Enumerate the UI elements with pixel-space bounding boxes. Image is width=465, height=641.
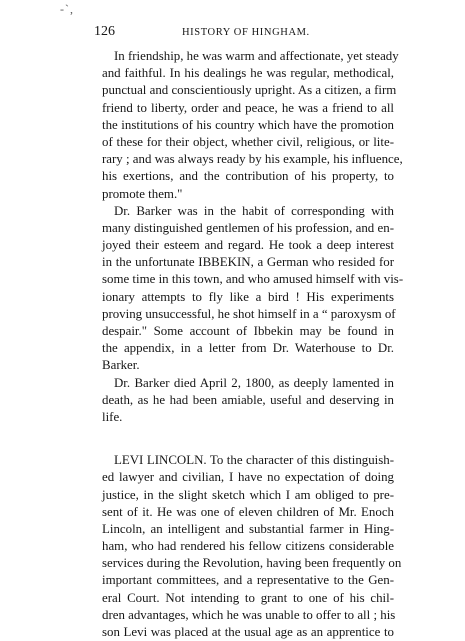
text-line: life.	[102, 409, 123, 424]
text-line: In friendship, he was warm and affectionate, yet steady	[114, 49, 399, 63]
text-line: Dr. Barker died April 2, 1800, as deeply lamented in	[114, 375, 394, 390]
text-line: justice, in the slight sketch which I am obliged to pre-	[102, 487, 394, 502]
body-text	[102, 48, 404, 641]
text-line: the appendix, in a letter from Dr. Waterhouse to Dr.	[102, 341, 394, 356]
text-line: ed lawyer and civilian, I have no expectation of doing	[102, 470, 394, 485]
paragraph-death	[102, 375, 394, 427]
running-head	[94, 24, 380, 42]
text-line: in the unfortunate IBBEKIN, a German who resided for	[102, 255, 394, 270]
text-line: ionary attempts to fly like a bird ! His experiments	[102, 289, 394, 304]
paragraph-ibbekin	[102, 203, 404, 375]
text-line: son Levi was placed at the usual age as an apprentice to	[102, 625, 394, 639]
text-line: promote them."	[102, 186, 183, 201]
text-line: rary ; and was always ready by his example, his influence,	[102, 152, 403, 167]
text-line: dren advantages, which he was unable to offer to all ; his	[102, 607, 396, 622]
text-line: sent of it. He was one of eleven children of Mr. Enoch	[102, 504, 394, 519]
text-line: friend to liberty, order and peace, he was a friend to all	[102, 100, 394, 115]
text-line: services during the Revolution, having been frequently on	[102, 556, 402, 571]
text-line: of these for their object, whether civil, religious, or lite-	[102, 134, 394, 149]
running-title: HISTORY OF HINGHAM.	[182, 27, 310, 38]
text-line: some time in this town, and who amused himself with vis-	[102, 272, 404, 287]
corner-mark: -`,	[60, 2, 74, 16]
text-line: eral Court. Not intending to grant to one of his chil-	[102, 590, 394, 605]
text-line: and faithful. In his dealings he was regular, methodical,	[102, 66, 394, 81]
text-line: joyed their esteem and regard. He took a deep interest	[102, 238, 394, 253]
page-number: 126	[94, 24, 115, 39]
text-line: the institutions of his country which have the promotion	[102, 117, 394, 132]
paragraph-levi-lincoln	[102, 452, 402, 641]
text-line: important committees, and a representative to the Gen-	[102, 573, 394, 588]
paragraph-friendship	[102, 48, 403, 203]
text-line: despair." Some account of Ibbekin may be found in	[102, 324, 394, 338]
text-line: proving unsuccessful, he shot himself in a “ paroxysm of	[102, 306, 396, 321]
text-line: ham, who had rendered his fellow citizens considerable	[102, 539, 394, 554]
text-line: Lincoln, an intelligent and substantial farmer in Hing-	[102, 521, 394, 536]
section-gap	[102, 426, 394, 452]
text-line: many distinguished gentlemen of his profession, and en-	[102, 220, 394, 235]
text-line: Dr. Barker was in the habit of corresponding with	[114, 203, 394, 218]
text-line: LEVI LINCOLN. To the character of this distinguish-	[114, 453, 394, 468]
text-line: punctual and conscientiously upright. As a citizen, a firm	[102, 83, 397, 98]
text-line: his exertions, and the contribution of his property, to	[102, 169, 394, 184]
text-line: death, as he had been amiable, useful and deserving in	[102, 392, 394, 407]
text-line: Barker.	[102, 358, 140, 373]
